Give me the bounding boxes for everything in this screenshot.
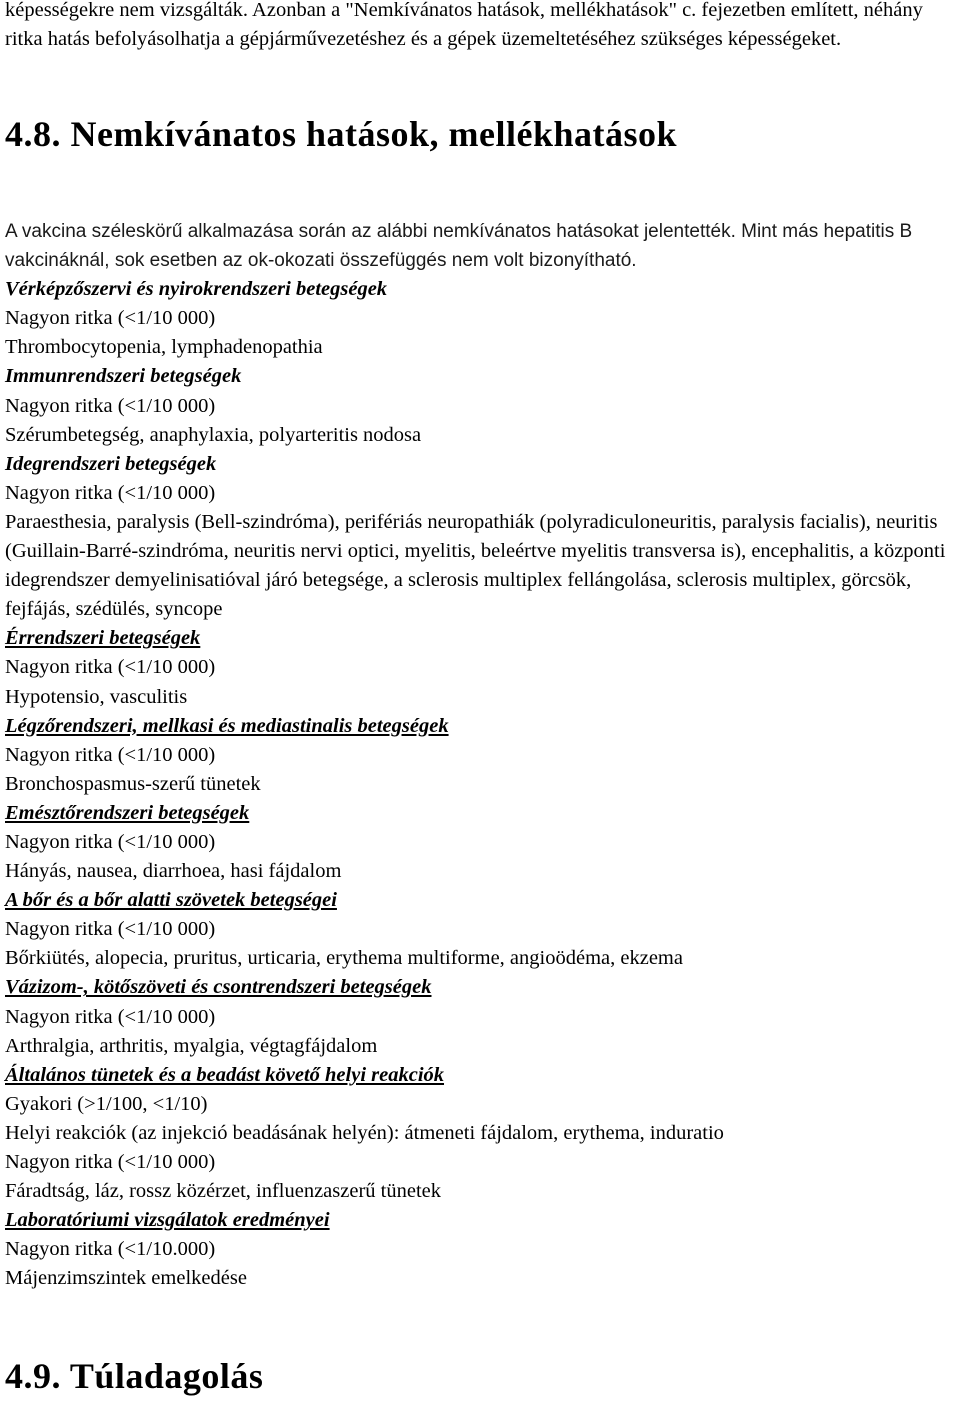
- category-frequency-general-rare: Nagyon ritka (<1/10 000): [5, 1151, 216, 1173]
- category-frequency-blood: Nagyon ritka (<1/10 000): [5, 307, 216, 330]
- category-frequency-gastro: Nagyon ritka (<1/10 000): [5, 830, 216, 853]
- category-effects-blood: Thrombocytopenia, lymphadenopathia: [5, 336, 323, 359]
- category-effects-respiratory: Bronchospasmus-szerű tünetek: [5, 772, 261, 795]
- category-effects-lab: Májenzimszintek emelkedése: [5, 1267, 247, 1290]
- category-title-vascular: Érrendszeri betegségek: [5, 627, 201, 650]
- category-title-nervous: Idegrendszeri betegségek: [5, 452, 217, 475]
- category-frequency-musculoskeletal: Nagyon ritka (<1/10 000): [5, 1005, 216, 1028]
- category-title-immune: Immunrendszeri betegségek: [5, 365, 242, 388]
- category-frequency-lab: Nagyon ritka (<1/10.000): [5, 1238, 216, 1261]
- category-effects-musculoskeletal: Arthralgia, arthritis, myalgia, végtagfájdalom: [5, 1034, 378, 1057]
- category-effects-vascular: Hypotensio, vasculitis: [5, 685, 188, 708]
- category-title-gastro: Emésztőrendszeri betegségek: [5, 801, 250, 824]
- adverse-effects-body: [5, 217, 957, 1293]
- category-title-blood: Vérképzőszervi és nyirokrendszeri betegségek: [5, 278, 388, 301]
- category-effects-immune: Szérumbetegség, anaphylaxia, polyarteritis nodosa: [5, 423, 422, 446]
- section-4-9-heading: 4.9. Túladagolás: [5, 1356, 264, 1396]
- category-frequency-skin: Nagyon ritka (<1/10 000): [5, 918, 216, 941]
- category-title-general: Általános tünetek és a beadást követő helyi reakciók: [5, 1063, 445, 1086]
- category-frequency-general-common: Gyakori (>1/100, <1/10): [5, 1092, 208, 1115]
- category-effects-general-local: Helyi reakciók (az injekció beadásának helyén): átmeneti fájdalom, erythema, induratio: [5, 1121, 724, 1144]
- category-title-lab: Laboratóriumi vizsgálatok eredményei: [5, 1209, 330, 1232]
- category-frequency-immune: Nagyon ritka (<1/10 000): [5, 394, 216, 417]
- category-title-musculoskeletal: Vázizom-, kötőszöveti és csontrendszeri betegségek: [5, 976, 432, 999]
- category-frequency-vascular: Nagyon ritka (<1/10 000): [5, 656, 216, 679]
- category-title-respiratory: Légzőrendszeri, mellkasi és mediastinalis betegségek: [5, 714, 449, 737]
- category-frequency-nervous: Nagyon ritka (<1/10 000): [5, 481, 216, 504]
- category-effects-general-systemic: Fáradtság, láz, rossz közérzet, influenzaszerű tünetek: [5, 1180, 441, 1203]
- category-title-skin: A bőr és a bőr alatti szövetek betegségei: [5, 889, 337, 912]
- adverse-effects-intro: A vakcina széleskörű alkalmazása során az alábbi nemkívánatos hatásokat jelentették. Mint más hepatitis B vakcináknál, sok esetben az ok-okozati összefüggés nem volt bizonyítható.: [5, 221, 913, 272]
- intro-paragraph: képességekre nem vizsgálták. Azonban a "Nemkívánatos hatások, mellékhatások" c. fejezetben említett, néhány ritka hatás befolyásolhatja a gépjárművezetéshez és a gépek üzemeltetéséhez szükséges képességeket.: [5, 0, 923, 50]
- category-effects-skin: Bőrkiütés, alopecia, pruritus, urticaria, erythema multiforme, angioödéma, ekzema: [5, 947, 683, 970]
- category-effects-nervous: Paraesthesia, paralysis (Bell-szindróma), perifériás neuropathiák (polyradiculoneuritis, paralysis facialis), neuritis (Guillain-Barré-szindróma, neuritis nervi optici, myelitis, beleértve myelitis transversa is), encephalitis, a központi idegrendszer demyelinisatióval járó betegsége, a sclerosis multiplex fellángolása, sclerosis multiplex, görcsök, fejfájás, szédülés, syncope: [5, 510, 946, 621]
- section-4-8-heading: 4.8. Nemkívánatos hatások, mellékhatások: [5, 114, 678, 154]
- category-frequency-respiratory: Nagyon ritka (<1/10 000): [5, 743, 216, 766]
- category-effects-gastro: Hányás, nausea, diarrhoea, hasi fájdalom: [5, 860, 342, 883]
